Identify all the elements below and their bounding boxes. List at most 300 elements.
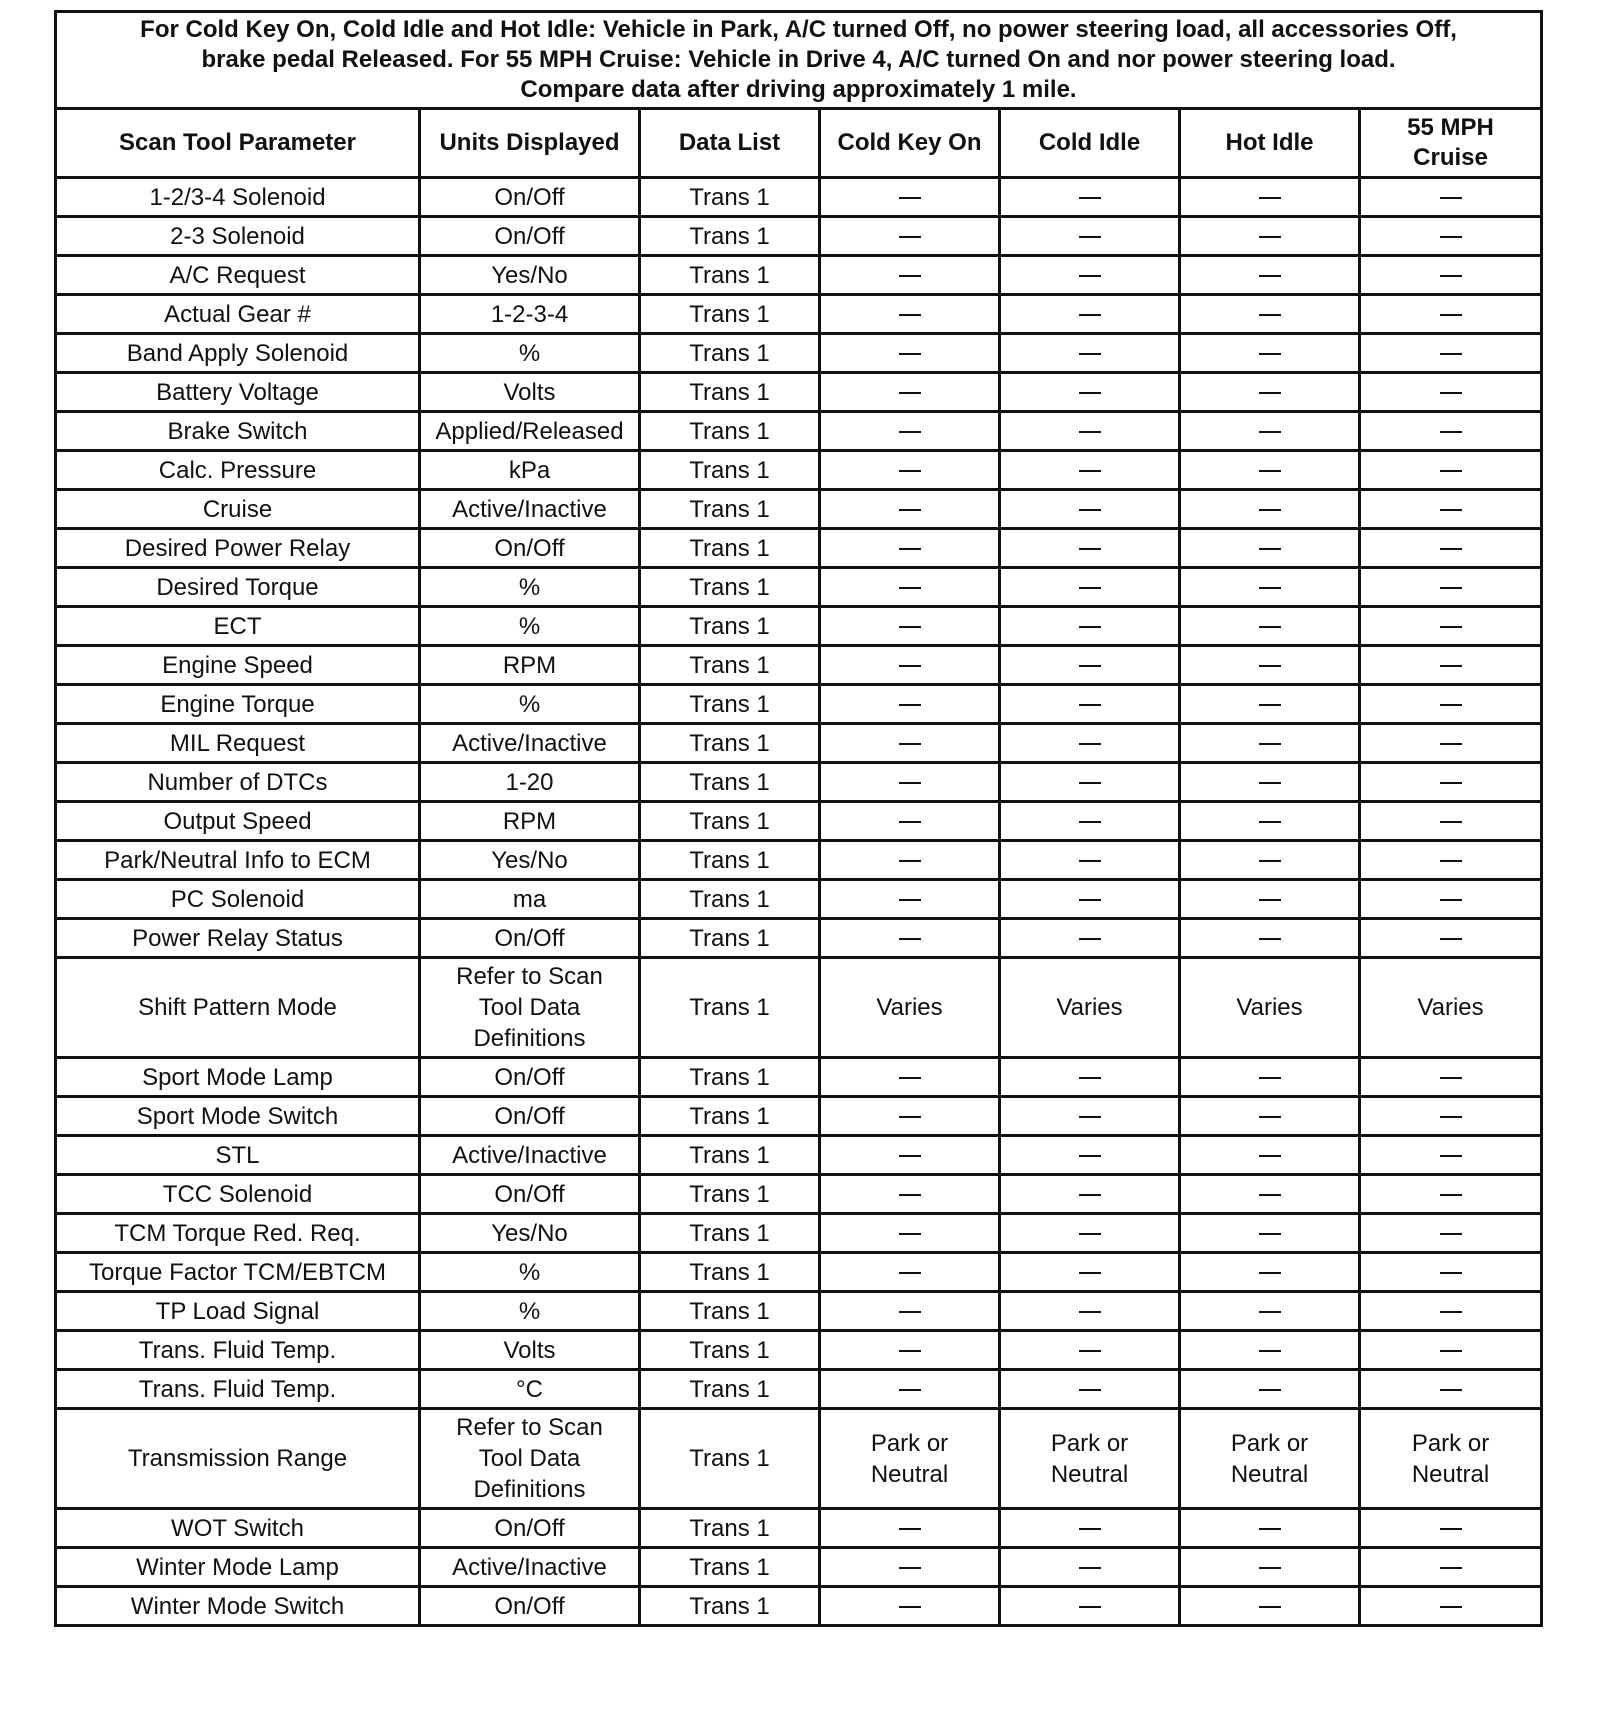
value-cell [1180,880,1360,919]
data-list-cell: Trans 1 [640,802,820,841]
parameter-cell: Shift Pattern Mode [56,958,420,1058]
value-cell [820,607,1000,646]
scan-tool-data-table [54,10,1543,1627]
data-list-cell: Trans 1 [640,1253,820,1292]
parameter-cell: Battery Voltage [56,373,420,412]
dash-mark [1259,548,1281,550]
dash-mark [899,1233,921,1235]
value-cell [1360,1331,1542,1370]
dash-mark [1440,899,1462,901]
value-cell [1000,607,1180,646]
value-cell [1180,1548,1360,1587]
value-cell [820,1509,1000,1548]
units-cell: Active/Inactive [420,1136,640,1175]
value-cell [1360,178,1542,217]
dash-mark [1259,1567,1281,1569]
value-cell [1360,880,1542,919]
value-cell: Varies [820,958,1000,1058]
data-list-cell: Trans 1 [640,646,820,685]
header-row [56,109,1542,178]
dash-mark [1079,509,1101,511]
dash-mark [1079,1233,1101,1235]
dash-mark [1079,743,1101,745]
value-cell [1000,841,1180,880]
units-line: Refer to Scan [456,963,603,990]
value-cell [820,451,1000,490]
parameter-cell: Actual Gear # [56,295,420,334]
dash-mark [1259,704,1281,706]
value-cell [1360,451,1542,490]
parameter-cell: 2-3 Solenoid [56,217,420,256]
table-row [56,1136,1542,1175]
value-cell [1000,1509,1180,1548]
dash-mark [899,626,921,628]
units-cell [420,1409,640,1509]
dash-mark [1079,1272,1101,1274]
data-list-cell: Trans 1 [640,841,820,880]
table-row [56,685,1542,724]
value-cell [1180,451,1360,490]
dash-mark [1079,665,1101,667]
value-cell [820,880,1000,919]
dash-mark [899,1116,921,1118]
dash-mark [1440,1350,1462,1352]
data-list-cell: Trans 1 [640,1175,820,1214]
units-cell: RPM [420,802,640,841]
table-row [56,880,1542,919]
value-cell [820,1331,1000,1370]
units-cell: On/Off [420,529,640,568]
conditions-note-row [56,12,1542,109]
dash-mark [1079,353,1101,355]
dash-mark [1440,626,1462,628]
units-cell: On/Off [420,1097,640,1136]
data-list-cell: Trans 1 [640,1136,820,1175]
dash-mark [1079,1606,1101,1608]
data-list-cell: Trans 1 [640,1509,820,1548]
dash-mark [899,782,921,784]
table-row [56,1175,1542,1214]
units-line: Definitions [473,1025,586,1052]
note-line-2: brake pedal Released. For 55 MPH Cruise: Vehicle in Drive 4, A/C turned On and nor power steering load. [201,46,1396,73]
dash-mark [899,431,921,433]
dash-mark [1440,587,1462,589]
value-cell [1360,919,1542,958]
value-cell [820,178,1000,217]
value-cell [1180,1331,1360,1370]
value-cell [1000,490,1180,529]
value-cell [1360,1175,1542,1214]
dash-mark [1440,509,1462,511]
dash-mark [1440,1116,1462,1118]
parameter-cell: Sport Mode Lamp [56,1058,420,1097]
value-cell [1180,1253,1360,1292]
units-cell [420,958,640,1058]
table-row [56,334,1542,373]
value-cell [1360,568,1542,607]
value-cell [1000,1253,1180,1292]
table-row [56,607,1542,646]
value-cell [1360,724,1542,763]
data-list-cell: Trans 1 [640,217,820,256]
dash-mark [1259,509,1281,511]
table-row [56,217,1542,256]
value-cell [1180,1175,1360,1214]
dash-mark [1079,1350,1101,1352]
units-cell: ma [420,880,640,919]
dash-mark [1259,197,1281,199]
dash-mark [1440,314,1462,316]
parameter-cell: Cruise [56,490,420,529]
parameter-cell: Desired Torque [56,568,420,607]
data-list-cell: Trans 1 [640,724,820,763]
value-cell [1360,1214,1542,1253]
table-row [56,1292,1542,1331]
table-row [56,373,1542,412]
dash-mark [899,548,921,550]
table-row [56,802,1542,841]
value-cell [1180,1058,1360,1097]
data-list-cell: Trans 1 [640,1409,820,1509]
dash-mark [1079,860,1101,862]
data-list-cell: Trans 1 [640,1292,820,1331]
dash-mark [1440,353,1462,355]
dash-mark [1259,275,1281,277]
dash-mark [1440,1077,1462,1079]
parameter-cell: A/C Request [56,256,420,295]
table-row [56,451,1542,490]
value-cell [1180,724,1360,763]
dash-mark [899,743,921,745]
value-cell [1360,1292,1542,1331]
parameter-cell: Transmission Range [56,1409,420,1509]
data-list-cell: Trans 1 [640,1097,820,1136]
parameter-cell: Engine Speed [56,646,420,685]
dash-mark [1259,821,1281,823]
dash-mark [899,1311,921,1313]
value-cell [820,802,1000,841]
table-row [56,1548,1542,1587]
dash-mark [1259,626,1281,628]
dash-mark [1079,626,1101,628]
table-row [56,1097,1542,1136]
dash-mark [1440,1311,1462,1313]
value-cell [1360,1058,1542,1097]
dash-mark [899,1350,921,1352]
dash-mark [899,821,921,823]
dash-mark [1440,470,1462,472]
value-cell [1180,373,1360,412]
value-line: Neutral [870,1460,949,1488]
dash-mark [1079,1528,1101,1530]
table-row [56,646,1542,685]
units-cell: On/Off [420,1587,640,1626]
dash-mark [1440,1272,1462,1274]
parameter-cell: Torque Factor TCM/EBTCM [56,1253,420,1292]
value-cell [1360,1136,1542,1175]
value-cell [820,295,1000,334]
dash-mark [899,470,921,472]
dash-mark [899,1077,921,1079]
value-cell [1000,1370,1180,1409]
dash-mark [1079,470,1101,472]
value-cell [820,1370,1000,1409]
dash-mark [899,938,921,940]
value-cell [1180,1409,1360,1509]
value-cell [1000,685,1180,724]
value-cell [1000,568,1180,607]
units-cell: % [420,607,640,646]
dash-mark [1259,1194,1281,1196]
value-cell [1180,217,1360,256]
dash-mark [899,899,921,901]
table-row [56,1331,1542,1370]
table-row [56,295,1542,334]
parameter-cell: Trans. Fluid Temp. [56,1370,420,1409]
value-cell [820,568,1000,607]
value-cell [820,1175,1000,1214]
value-cell [1000,412,1180,451]
value-cell [1180,1214,1360,1253]
dash-mark [1440,392,1462,394]
dash-mark [1440,704,1462,706]
data-list-cell: Trans 1 [640,880,820,919]
dash-mark [1079,392,1101,394]
units-cell: °C [420,1370,640,1409]
value-cell [820,763,1000,802]
dash-mark [1259,1233,1281,1235]
dash-mark [1259,1606,1281,1608]
units-line: Tool Data [478,1445,581,1472]
parameter-cell: WOT Switch [56,1509,420,1548]
value-cell [1000,256,1180,295]
dash-mark [1440,860,1462,862]
units-cell: 1-20 [420,763,640,802]
value-cell [820,841,1000,880]
value-cell [1360,1370,1542,1409]
units-cell: On/Off [420,217,640,256]
value-cell [820,919,1000,958]
value-cell [1360,685,1542,724]
value-cell [1000,217,1180,256]
parameter-cell: Park/Neutral Info to ECM [56,841,420,880]
value-cell [1000,1097,1180,1136]
value-line: Park or [870,1429,949,1457]
parameter-cell: Winter Mode Lamp [56,1548,420,1587]
data-list-cell: Trans 1 [640,529,820,568]
data-list-cell: Trans 1 [640,568,820,607]
table-row [56,1058,1542,1097]
value-line: Park or [1050,1429,1129,1457]
dash-mark [1079,1567,1101,1569]
parameter-cell: Engine Torque [56,685,420,724]
table-row [56,958,1542,1058]
dash-mark [899,392,921,394]
units-cell: On/Off [420,1175,640,1214]
data-list-cell: Trans 1 [640,373,820,412]
value-cell [1360,1253,1542,1292]
dash-mark [1259,587,1281,589]
value-cell [820,490,1000,529]
value-cell [1000,763,1180,802]
value-cell [1000,880,1180,919]
dash-mark [1440,236,1462,238]
value-cell [820,373,1000,412]
parameter-cell: MIL Request [56,724,420,763]
value-cell [1180,256,1360,295]
value-cell [1000,919,1180,958]
table-row [56,1253,1542,1292]
dash-mark [1259,314,1281,316]
dash-mark [899,1528,921,1530]
units-cell: Active/Inactive [420,1548,640,1587]
dash-mark [1079,1155,1101,1157]
value-cell [1000,529,1180,568]
parameter-cell: Number of DTCs [56,763,420,802]
parameter-cell: STL [56,1136,420,1175]
data-list-cell: Trans 1 [640,1548,820,1587]
header-55-mph-cruise [1360,109,1542,178]
value-cell [1360,841,1542,880]
units-cell: Active/Inactive [420,724,640,763]
table-row [56,178,1542,217]
dash-mark [1259,1350,1281,1352]
dash-mark [1440,665,1462,667]
value-cell [1360,1509,1542,1548]
note-line-1: For Cold Key On, Cold Idle and Hot Idle: Vehicle in Park, A/C turned Off, no power steering load, all accessories Off, [140,16,1457,43]
dash-mark [1440,743,1462,745]
value-cell [820,1097,1000,1136]
parameter-cell: TP Load Signal [56,1292,420,1331]
value-cell: Varies [1000,958,1180,1058]
value-cell [1180,607,1360,646]
units-cell: Volts [420,373,640,412]
dash-mark [1079,197,1101,199]
units-cell: % [420,685,640,724]
data-list-cell: Trans 1 [640,334,820,373]
value-cell [1000,724,1180,763]
dash-mark [1079,899,1101,901]
table-row [56,763,1542,802]
dash-mark [1440,821,1462,823]
dash-mark [899,1155,921,1157]
units-cell: Active/Inactive [420,490,640,529]
units-cell: Yes/No [420,841,640,880]
value-cell [1360,607,1542,646]
table-row [56,1587,1542,1626]
parameter-cell: Band Apply Solenoid [56,334,420,373]
value-cell [1000,178,1180,217]
value-cell [820,1587,1000,1626]
parameter-cell: TCC Solenoid [56,1175,420,1214]
parameter-cell: Sport Mode Switch [56,1097,420,1136]
value-cell [1180,1509,1360,1548]
dash-mark [1079,1194,1101,1196]
value-line: Park or [1411,1429,1490,1457]
dash-mark [1079,1311,1101,1313]
table-row [56,1409,1542,1509]
value-cell: Varies [1360,958,1542,1058]
value-cell [820,1214,1000,1253]
header-scan-tool-parameter: Scan Tool Parameter [56,109,420,178]
dash-mark [899,1389,921,1391]
value-cell [1360,1587,1542,1626]
value-cell [1000,1136,1180,1175]
value-cell [1000,334,1180,373]
value-cell [1000,1331,1180,1370]
parameter-cell: 1-2/3-4 Solenoid [56,178,420,217]
header-hot-idle: Hot Idle [1180,109,1360,178]
dash-mark [1440,1389,1462,1391]
value-cell [1000,1548,1180,1587]
dash-mark [1259,1311,1281,1313]
dash-mark [1079,1116,1101,1118]
value-cell [1180,412,1360,451]
value-line: Park or [1230,1429,1309,1457]
value-cell [1360,295,1542,334]
dash-mark [899,197,921,199]
dash-mark [1259,782,1281,784]
units-cell: Yes/No [420,1214,640,1253]
value-cell [1180,685,1360,724]
value-cell [1360,217,1542,256]
parameter-cell: Desired Power Relay [56,529,420,568]
parameter-cell: TCM Torque Red. Req. [56,1214,420,1253]
dash-mark [1440,1567,1462,1569]
dash-mark [1259,1528,1281,1530]
dash-mark [899,1606,921,1608]
note-line-3: Compare data after driving approximately 1 mile. [520,76,1077,103]
data-list-cell: Trans 1 [640,1331,820,1370]
table-row [56,490,1542,529]
dash-mark [899,1194,921,1196]
data-list-cell: Trans 1 [640,295,820,334]
value-cell [1360,490,1542,529]
units-cell: Applied/Released [420,412,640,451]
value-cell [1180,490,1360,529]
dash-mark [1259,431,1281,433]
dash-mark [1079,938,1101,940]
dash-mark [1079,275,1101,277]
value-cell [1000,373,1180,412]
dash-mark [1079,704,1101,706]
value-cell [820,1548,1000,1587]
dash-mark [1440,938,1462,940]
dash-mark [1079,314,1101,316]
value-cell [1360,1097,1542,1136]
dash-mark [1259,1077,1281,1079]
value-cell [1180,1292,1360,1331]
dash-mark [899,353,921,355]
dash-mark [1440,197,1462,199]
data-list-cell: Trans 1 [640,958,820,1058]
value-cell [820,646,1000,685]
table-row [56,529,1542,568]
units-cell: % [420,1292,640,1331]
dash-mark [1259,1155,1281,1157]
dash-mark [1079,782,1101,784]
dash-mark [1079,236,1101,238]
data-list-cell: Trans 1 [640,1058,820,1097]
dash-mark [1440,1606,1462,1608]
value-cell [1360,529,1542,568]
units-cell: % [420,334,640,373]
value-cell [820,412,1000,451]
parameter-cell: Trans. Fluid Temp. [56,1331,420,1370]
value-cell [1000,1175,1180,1214]
units-line: Tool Data [478,994,581,1021]
value-cell [1180,334,1360,373]
